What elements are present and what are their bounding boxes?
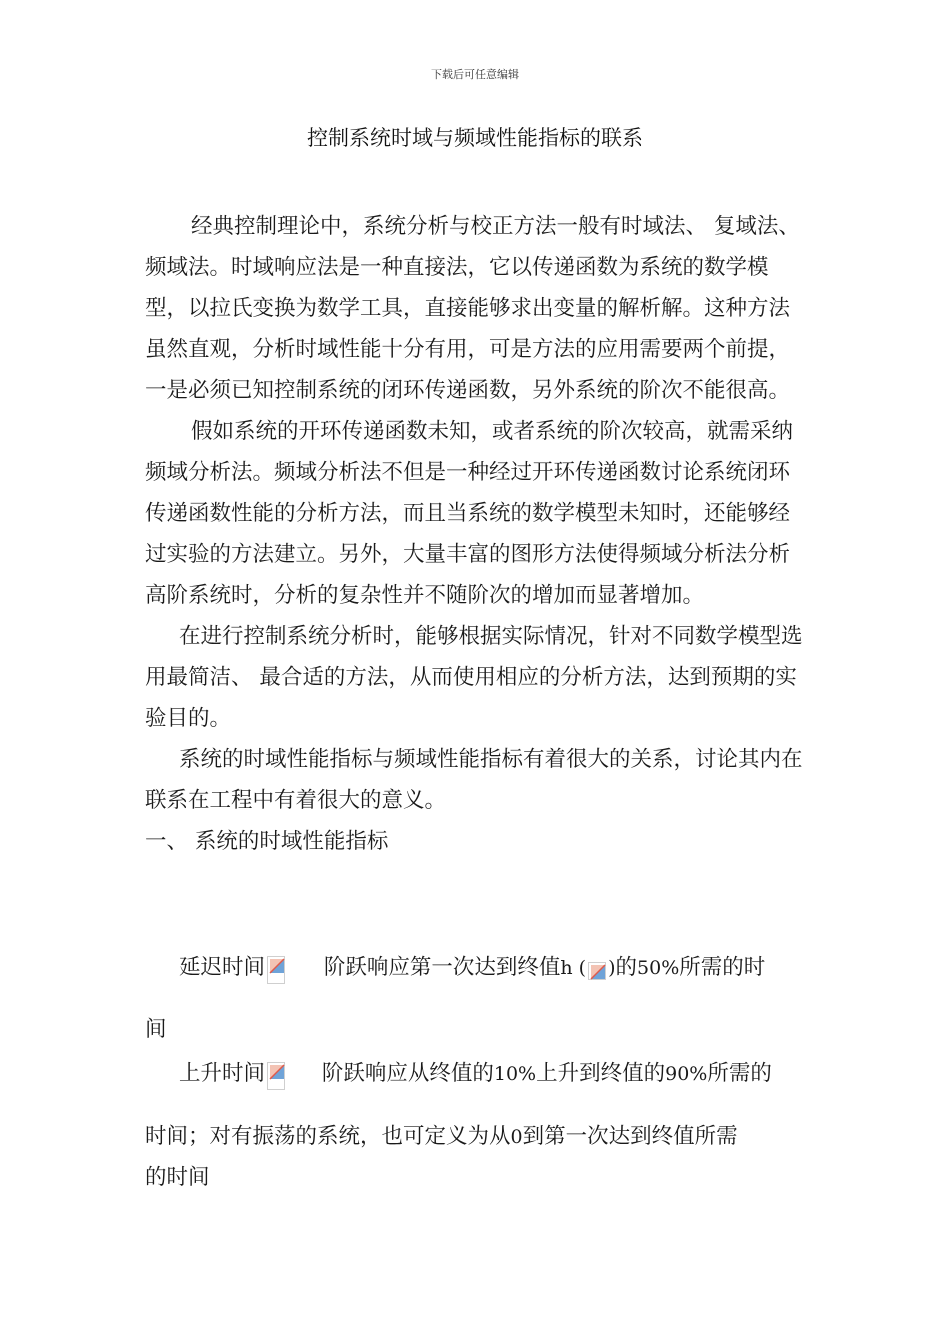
broken-image-icon bbox=[588, 962, 606, 980]
delay-time-wrap: 间 bbox=[145, 1017, 167, 1042]
rise-time-desc-c: 所需的 bbox=[707, 1061, 772, 1086]
delay-time-h-open: h ( bbox=[560, 957, 587, 979]
paragraph-intro: 经典控制理论中，系统分析与校正方法一般有时域法、 复域法、 频域法。时域响应法是一种直接法，它以传递函数为系统的数学模型，以拉氏变换为数学工具，直接能够求出变量的解析解。这种方法虽然直观，分析时域性能十分有用，可是方法的应用需要两个前提，一是必须已知控制系统的闭环传递函数，另外系统的阶次不能很高。 bbox=[145, 214, 800, 403]
document-title: 控制系统时域与频域性能指标的联系 bbox=[307, 126, 643, 150]
paragraph-frequency-method: 假如系统的开环传递函数未知，或者系统的阶次较高，就需采纳频域分析法。频域分析法不但是一种经过开环传递函数讨论系统闭环传递函数性能的分析方法，而且当系统的数学模型未知时，还能够经过实验的方法建立。另外，大量丰富的图形方法使得频域分析法分析高阶系统时，分析的复杂性并不随阶次的增加而显著增加。 bbox=[145, 419, 794, 608]
rise-time-zero: 0 bbox=[510, 1126, 523, 1148]
delay-time-h-close: ) bbox=[608, 957, 616, 979]
page-header-note: 下载后可任意编辑 bbox=[431, 68, 519, 81]
delay-time-term: 延迟时间 bbox=[179, 955, 266, 980]
delay-time-definition bbox=[145, 947, 805, 989]
rise-time-term: 上升时间 bbox=[179, 1061, 266, 1086]
broken-image-icon bbox=[267, 1062, 285, 1090]
paragraph-method-choice: 在进行控制系统分析时，能够根据实际情况，针对不同数学模型选用最简洁、 最合适的方法，从而使用相应的分析方法，达到预期的实验目的。 bbox=[145, 624, 803, 731]
rise-time-p90: 90% bbox=[665, 1063, 708, 1085]
delay-time-desc-a: 阶跃响应第一次达到终值 bbox=[323, 955, 561, 980]
document-body bbox=[145, 206, 805, 862]
delay-time-desc-c: 所需的时 bbox=[679, 955, 766, 980]
delay-time-desc-b: 的 bbox=[615, 955, 638, 980]
rise-time-line-2 bbox=[145, 1116, 805, 1158]
rise-time-p10: 10% bbox=[493, 1063, 537, 1085]
rise-time-definition bbox=[145, 1053, 805, 1095]
section-heading: 一、 系统的时域性能指标 bbox=[145, 829, 389, 854]
rise-time-line2-b: 到第一次达到终值所需 bbox=[522, 1124, 738, 1149]
rise-time-desc-b: 上升到终值的 bbox=[536, 1061, 666, 1086]
broken-image-icon bbox=[267, 956, 285, 984]
delay-time-percent: 50% bbox=[637, 957, 680, 979]
paragraph-relation: 系统的时域性能指标与频域性能指标有着很大的关系，讨论其内在联系在工程中有着很大的意义。 bbox=[145, 747, 803, 813]
rise-time-desc-a: 阶跃响应从终值的 bbox=[321, 1061, 494, 1086]
rise-time-line-3: 的时间 bbox=[145, 1165, 210, 1190]
rise-time-line2-a: 时间；对有振荡的系统，也可定义为从 bbox=[145, 1124, 511, 1149]
